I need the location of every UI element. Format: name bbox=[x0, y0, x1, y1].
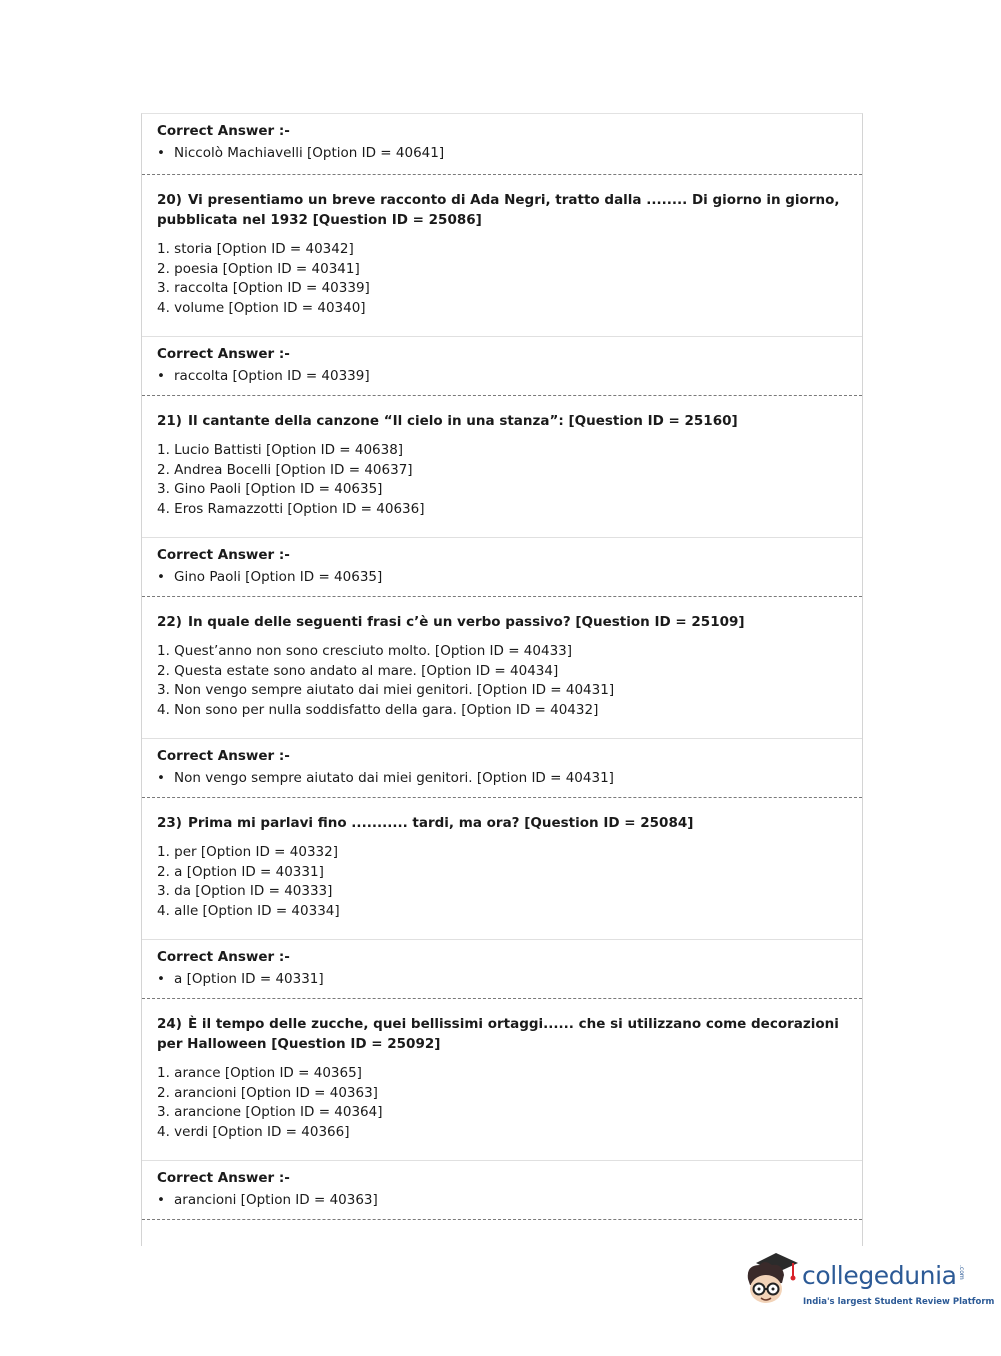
correct-answer-label: Correct Answer :- bbox=[157, 547, 290, 563]
correct-answer-text: • Non vengo sempre aiutato dai miei genitori. [Option ID = 40431] bbox=[157, 770, 614, 786]
question-block bbox=[142, 798, 862, 940]
option-item: 1. storia [Option ID = 40342] bbox=[157, 241, 354, 257]
option-item: 2. arancioni [Option ID = 40363] bbox=[157, 1084, 378, 1101]
option-item: 1. Quest’anno non sono cresciuto molto. [Option ID = 40433] bbox=[157, 643, 573, 659]
logo-wordmark: collegedunia bbox=[802, 1261, 957, 1290]
option-item: 4. alle [Option ID = 40334] bbox=[157, 902, 340, 919]
option-item: 3. da [Option ID = 40333] bbox=[157, 883, 333, 899]
bullet-icon: • bbox=[157, 1192, 165, 1208]
correct-answer-label: Correct Answer :- bbox=[157, 949, 290, 965]
bullet-icon: • bbox=[157, 770, 165, 786]
logo-dotcom: .com bbox=[958, 1265, 965, 1280]
question-title: 21) Il cantante della canzone “Il cielo in una stanza”: [Question ID = 25160] bbox=[157, 413, 738, 429]
correct-answer-text: • a [Option ID = 40331] bbox=[157, 971, 324, 987]
option-item: 3. raccolta [Option ID = 40339] bbox=[157, 280, 370, 296]
answer-block bbox=[142, 114, 862, 175]
question-title: 24) È il tempo delle zucche, quei bellissimi ortaggi...... che si utilizzano come decorazioni per Halloween [Question ID = 25092] bbox=[157, 1016, 839, 1052]
option-item: 4. Eros Ramazzotti [Option ID = 40636] bbox=[157, 500, 425, 517]
answer-block bbox=[142, 739, 862, 798]
option-item: 3. arancione [Option ID = 40364] bbox=[157, 1104, 383, 1120]
answer-block bbox=[142, 337, 862, 396]
option-item: 1. arance [Option ID = 40365] bbox=[157, 1065, 362, 1081]
correct-answer-label: Correct Answer :- bbox=[157, 748, 290, 764]
option-item: 4. volume [Option ID = 40340] bbox=[157, 299, 366, 316]
mascot-icon bbox=[742, 1249, 802, 1311]
correct-answer-text: • raccolta [Option ID = 40339] bbox=[157, 368, 370, 384]
correct-answer-text: • Niccolò Machiavelli [Option ID = 40641] bbox=[157, 145, 445, 161]
option-item: 1. per [Option ID = 40332] bbox=[157, 844, 338, 860]
question-block bbox=[142, 396, 862, 538]
bullet-icon: • bbox=[157, 368, 165, 384]
logo-tagline: India's largest Student Review Platform bbox=[803, 1297, 995, 1307]
bullet-icon: • bbox=[157, 145, 165, 161]
option-item: 2. Questa estate sono andato al mare. [Option ID = 40434] bbox=[157, 662, 559, 679]
correct-answer-label: Correct Answer :- bbox=[157, 1170, 290, 1186]
question-block bbox=[142, 175, 862, 337]
option-item: 4. verdi [Option ID = 40366] bbox=[157, 1123, 350, 1140]
question-block bbox=[142, 597, 862, 739]
answer-block bbox=[142, 538, 862, 597]
option-item: 3. Non vengo sempre aiutato dai miei genitori. [Option ID = 40431] bbox=[157, 682, 615, 698]
answer-block bbox=[142, 1161, 862, 1220]
correct-answer-label: Correct Answer :- bbox=[157, 346, 290, 362]
question-block bbox=[142, 999, 862, 1161]
option-item: 3. Gino Paoli [Option ID = 40635] bbox=[157, 481, 383, 497]
answer-block bbox=[142, 940, 862, 999]
question-title: 20) Vi presentiamo un breve racconto di Ada Negri, tratto dalla ........ Di giorno in giorno, pubblicata nel 1932 [Question ID = 25086] bbox=[157, 192, 840, 228]
option-item: 2. a [Option ID = 40331] bbox=[157, 863, 324, 880]
bullet-icon: • bbox=[157, 971, 165, 987]
correct-answer-label: Correct Answer :- bbox=[157, 123, 290, 139]
option-item: 1. Lucio Battisti [Option ID = 40638] bbox=[157, 442, 404, 458]
option-item: 4. Non sono per nulla soddisfatto della gara. [Option ID = 40432] bbox=[157, 701, 599, 718]
option-item: 2. Andrea Bocelli [Option ID = 40637] bbox=[157, 461, 413, 478]
question-title: 22) In quale delle seguenti frasi c’è un verbo passivo? [Question ID = 25109] bbox=[157, 614, 745, 630]
collegedunia-logo[interactable] bbox=[742, 1249, 995, 1311]
correct-answer-text: • Gino Paoli [Option ID = 40635] bbox=[157, 569, 383, 585]
question-title: 23) Prima mi parlavi fino ........... tardi, ma ora? [Question ID = 25084] bbox=[157, 815, 694, 831]
correct-answer-text: • arancioni [Option ID = 40363] bbox=[157, 1192, 378, 1208]
option-item: 2. poesia [Option ID = 40341] bbox=[157, 260, 360, 277]
document-page bbox=[141, 113, 863, 1246]
bullet-icon: • bbox=[157, 569, 165, 585]
